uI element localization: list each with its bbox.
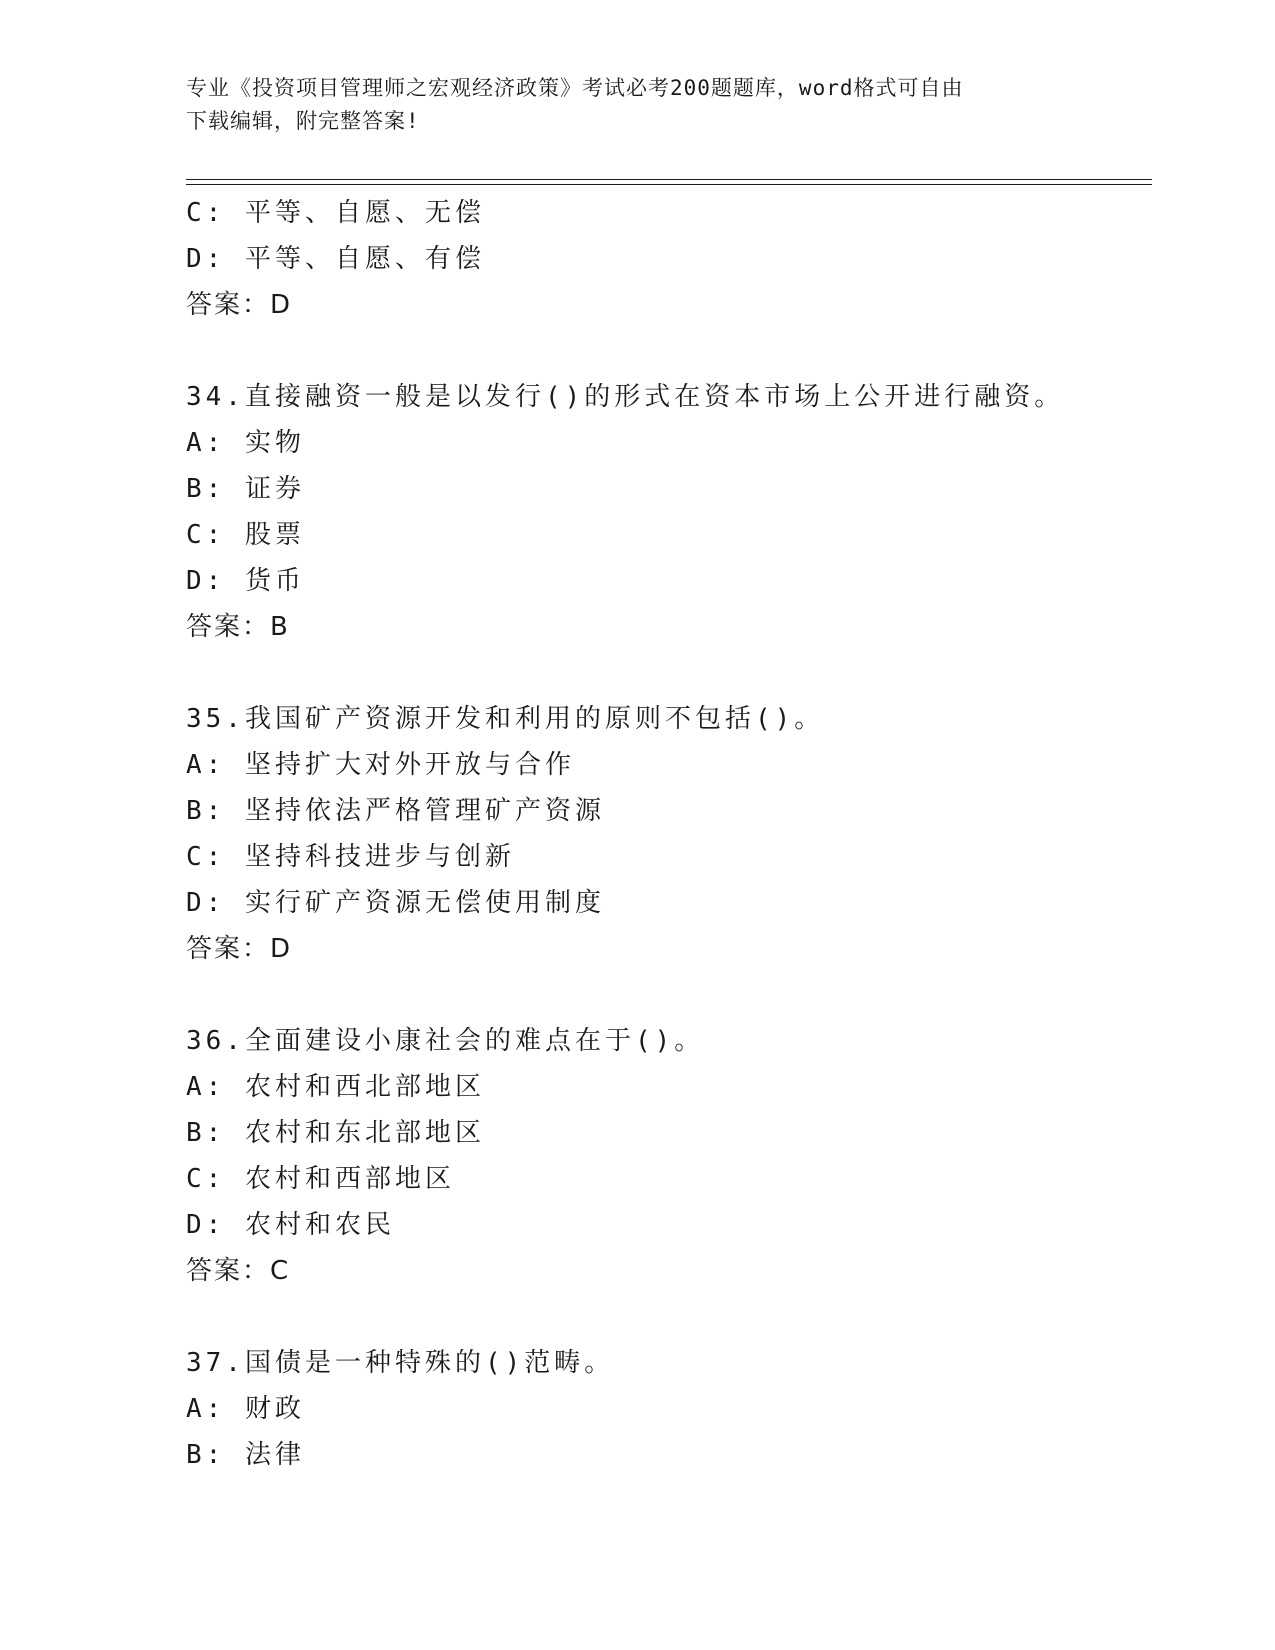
option-d: D: 平等、自愿、有偿 (186, 244, 485, 274)
question-block-37 (186, 1340, 1146, 1478)
option-d: D: 农村和农民 (186, 1210, 395, 1240)
document-header (186, 72, 1066, 138)
question-stem: 34.直接融资一般是以发行()的形式在资本市场上公开进行融资。 (186, 382, 1065, 412)
question-block-35 (186, 696, 1146, 972)
option-c: C: 坚持科技进步与创新 (186, 842, 515, 872)
header-divider-top (186, 179, 1152, 180)
answer-line: 答案：D (186, 290, 293, 320)
option-c: C: 股票 (186, 520, 305, 550)
option-a: A: 农村和西北部地区 (186, 1072, 485, 1102)
question-stem: 35.我国矿产资源开发和利用的原则不包括()。 (186, 704, 825, 734)
option-a: A: 坚持扩大对外开放与合作 (186, 750, 575, 780)
option-a: A: 财政 (186, 1394, 305, 1424)
answer-line: 答案：D (186, 934, 293, 964)
question-block-36 (186, 1018, 1146, 1294)
question-stem: 37.国债是一种特殊的()范畴。 (186, 1348, 615, 1378)
option-d: D: 货币 (186, 566, 305, 596)
answer-line: 答案：B (186, 612, 290, 642)
option-c: C: 农村和西部地区 (186, 1164, 455, 1194)
header-divider-bottom (186, 184, 1152, 185)
option-b: B: 法律 (186, 1440, 305, 1470)
header-title-line-2: 下载编辑，附完整答案! (186, 109, 420, 133)
header-title-line-1: 专业《投资项目管理师之宏观经济政策》考试必考200题题库，word格式可自由 (186, 76, 964, 100)
option-b: B: 坚持依法严格管理矿产资源 (186, 796, 605, 826)
option-b: B: 证券 (186, 474, 305, 504)
option-a: A: 实物 (186, 428, 305, 458)
question-block-34 (186, 374, 1146, 650)
option-d: D: 实行矿产资源无偿使用制度 (186, 888, 605, 918)
option-c: C: 平等、自愿、无偿 (186, 198, 485, 228)
question-list (186, 190, 1146, 1478)
question-stem: 36.全面建设小康社会的难点在于()。 (186, 1026, 705, 1056)
option-b: B: 农村和东北部地区 (186, 1118, 485, 1148)
question-block-33 (186, 190, 1146, 328)
answer-line: 答案：C (186, 1256, 291, 1286)
